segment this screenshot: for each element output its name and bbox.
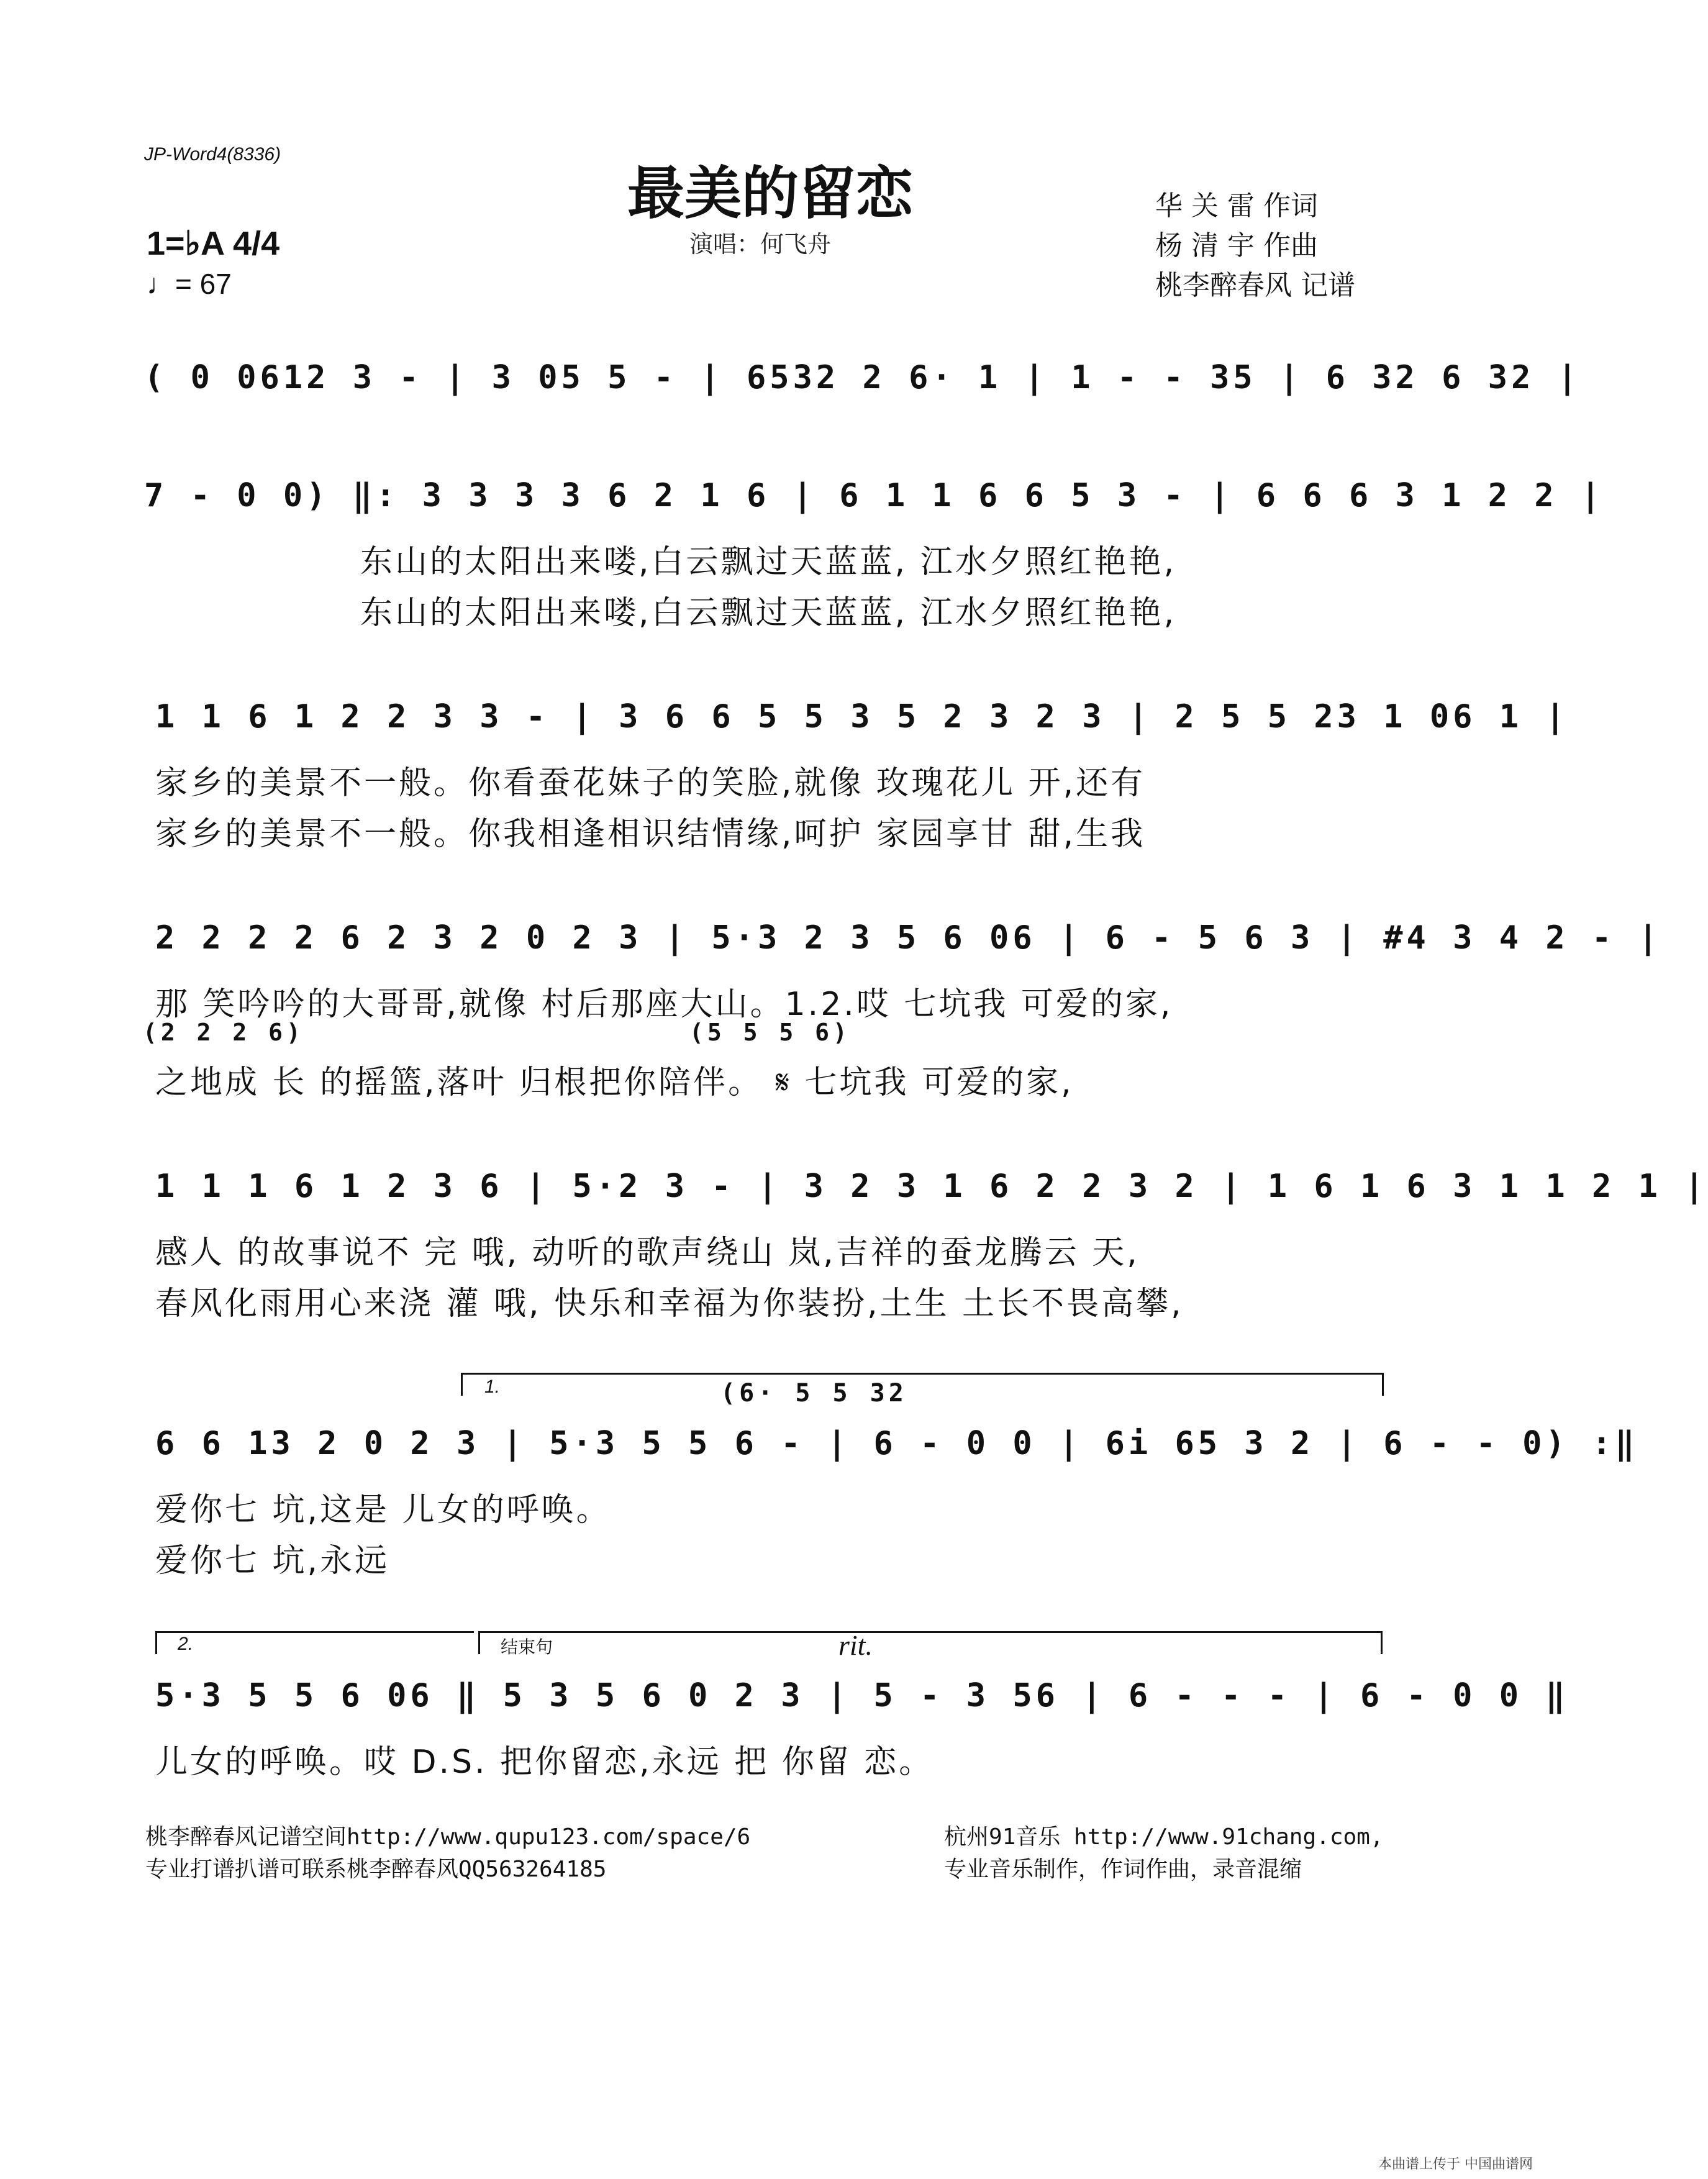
footer-left xyxy=(145,1821,750,1886)
song-title: 最美的留恋 xyxy=(627,160,913,227)
ending-phrase-bracket xyxy=(478,1631,1383,1654)
score-line-4-notes: 2 2 2 2 6 2 3 2 0 2 3 | 5·3 2 3 5 6 06 | 6 - 5 6 3 | #4 3 4 2 - | xyxy=(155,919,1661,957)
footer-left-line-2: 专业打谱扒谱可联系桃李醉春风QQ563264185 xyxy=(145,1857,607,1882)
score-line-7-lyric-1: 儿女的呼唤。哎 D.S. 把你留恋,永远 把 你留 恋。 xyxy=(155,1744,934,1781)
second-ending-label: 2. xyxy=(178,1634,194,1654)
footer-right xyxy=(944,1821,1384,1886)
score-line-1-notes: ( 0 0612 3 - | 3 05 5 - | 6532 2 6· 1 | 1 - - 35 | 6 32 6 32 | xyxy=(144,359,1581,396)
first-ending-label: 1. xyxy=(484,1376,501,1397)
score-line-3-notes: 1 1 6 1 2 2 3 3 - | 3 6 6 5 5 3 5 2 3 2 3 | 2 5 5 23 1 06 1 | xyxy=(155,698,1569,735)
score-line-6-notes: 6 6 13 2 0 2 3 | 5·3 5 5 6 - | 6 - 0 0 | 6i 65 3 2 | 6 - - 0) :‖ xyxy=(155,1425,1638,1462)
score-line-7-notes: 5·3 5 5 6 06 ‖ 5 3 5 6 0 2 3 | 5 - 3 56 | 6 - - - | 6 - 0 0 ‖ xyxy=(155,1677,1569,1714)
score-line-5-lyric-1: 感人 的故事说不 完 哦, 动听的歌声绕山 岚,吉祥的蚕龙腾云 天, xyxy=(155,1234,1140,1271)
score-line-6-lyric-1: 爱你七 坑,这是 儿女的呼唤。 xyxy=(155,1491,611,1529)
score-line-5-lyric-2: 春风化雨用心来浇 灌 哦, 快乐和幸福为你装扮,土生 土长不畏高攀, xyxy=(155,1285,1184,1322)
transcriber-credit: 桃李醉春风 记谱 xyxy=(1155,270,1355,301)
singer-credit: 演唱：何飞舟 xyxy=(689,230,832,258)
score-line-4-alt-notes-b: (5 5 5 6) xyxy=(689,1019,851,1046)
score-line-3-lyric-1: 家乡的美景不一般。你看蚕花妹子的笑脸,就像 玫瑰花儿 开,还有 xyxy=(155,765,1146,802)
upload-stamp: 本曲谱上传于 中国曲谱网 xyxy=(1378,2157,1533,2172)
score-line-4-alt-notes-a: (2 2 2 6) xyxy=(143,1019,304,1046)
score-line-2-lyric-2: 东山的太阳出来喽,白云飘过天蓝蓝, 江水夕照红艳艳, xyxy=(360,594,1177,632)
score-line-2-notes: 7 - 0 0) ‖: 3 3 3 3 6 2 1 6 | 6 1 1 6 6 5 3 - | 6 6 6 3 1 2 2 | xyxy=(144,477,1604,514)
first-ending-bracket xyxy=(461,1373,1384,1396)
key-signature: 1=♭A 4/4 xyxy=(147,225,280,262)
tempo-marking: ♩= 67 xyxy=(147,268,232,300)
score-line-3-lyric-2: 家乡的美景不一般。你我相逢相识结情缘,呵护 家园享甘 甜,生我 xyxy=(155,816,1146,853)
composer-credit: 杨 清 宇 作曲 xyxy=(1155,230,1318,262)
score-line-4-lyric-2: 之地成 长 的摇篮,落叶 归根把你陪伴。 𝄋 七坑我 可爱的家, xyxy=(155,1064,1074,1101)
score-line-5-notes: 1 1 1 6 1 2 3 6 | 5·2 3 - | 3 2 3 1 6 2 2 3 2 | 1 6 1 6 3 1 1 2 1 | xyxy=(155,1168,1708,1205)
second-ending-bracket xyxy=(155,1631,474,1654)
footer-right-line-2: 专业音乐制作，作词作曲，录音混缩 xyxy=(944,1857,1302,1882)
score-line-6-interlude: (6· 5 5 32 xyxy=(720,1379,907,1408)
lyricist-credit: 华 关 雷 作词 xyxy=(1155,190,1318,222)
score-line-6-lyric-2: 爱你七 坑,永远 xyxy=(155,1542,390,1580)
score-line-2-lyric-1: 东山的太阳出来喽,白云飘过天蓝蓝, 江水夕照红艳艳, xyxy=(360,544,1177,581)
footer-left-line-1: 桃李醉春风记谱空间http://www.qupu123.com/space/6 xyxy=(145,1824,751,1850)
score-line-4-lyric-1: 那 笑吟吟的大哥哥,就像 村后那座大山。1.2.哎 七坑我 可爱的家, xyxy=(155,986,1173,1023)
software-label: JP-Word4(8336) xyxy=(144,144,281,165)
ritardando-marking: rit. xyxy=(838,1629,873,1661)
footer-right-line-1: 杭州91音乐 http://www.91chang.com, xyxy=(944,1824,1384,1850)
credits-block xyxy=(1155,186,1355,306)
ending-phrase-label: 结束句 xyxy=(501,1637,553,1657)
